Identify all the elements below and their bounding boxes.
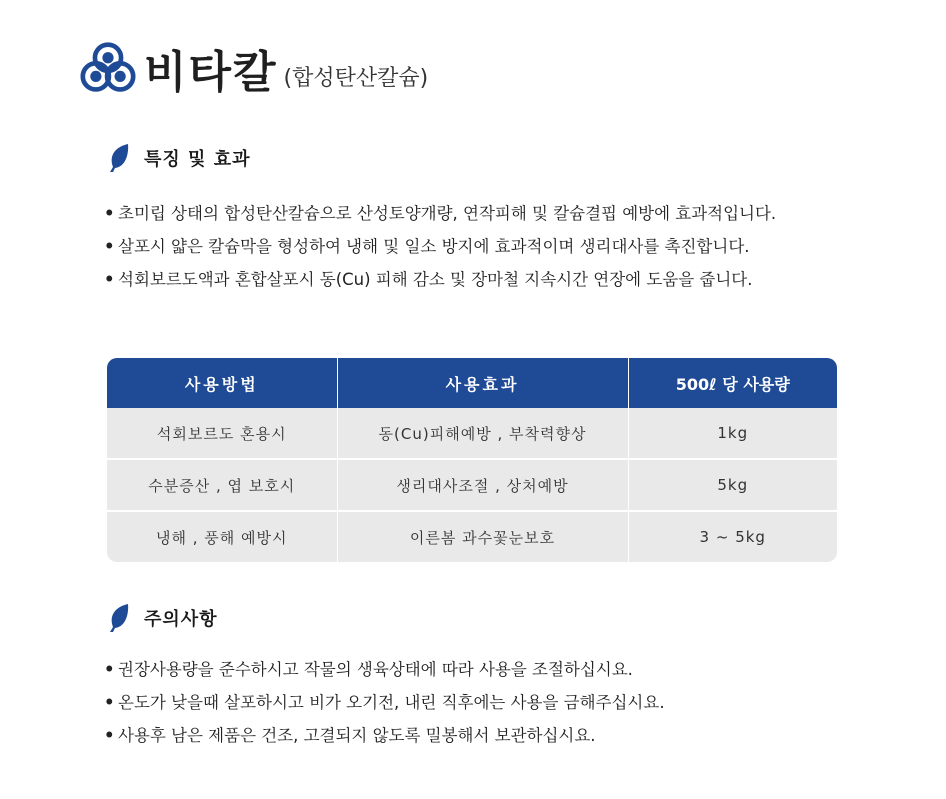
table-cell: 1kg — [628, 408, 837, 459]
table-header-row — [107, 358, 837, 408]
list-item: • 사용후 남은 제품은 건조, 고결되지 않도록 밀봉해서 보관하십시요. — [104, 726, 596, 745]
table-cell: 생리대사조절 , 상처예방 — [337, 459, 628, 511]
column-header: 500ℓ 당 사용량 — [628, 358, 837, 408]
table-cell: 수분증산 , 엽 보호시 — [107, 459, 337, 511]
usage-table — [107, 358, 837, 562]
list-item: • 초미립 상태의 합성탄산칼슘으로 산성토양개량, 연작피해 및 칼슘결핍 예방에 효과적입니다. — [104, 204, 777, 223]
column-header: 사용효과 — [337, 358, 628, 408]
table-cell: 3 ~ 5kg — [628, 511, 837, 562]
leaf-icon — [108, 603, 130, 633]
list-item: • 온도가 낮을때 살포하시고 비가 오기전, 내린 직후에는 사용을 금해주십시요. — [104, 693, 665, 712]
table-cell: 5kg — [628, 459, 837, 511]
precautions-heading — [108, 603, 218, 633]
product-subtitle: (합성탄산칼슘) — [283, 65, 429, 91]
features-title: 특징 및 효과 — [144, 149, 251, 170]
leaf-icon — [108, 143, 130, 173]
product-title: 비타칼 — [144, 47, 278, 98]
table-cell: 동(Cu)피해예방 , 부착력향상 — [337, 408, 628, 459]
list-item: • 권장사용량을 준수하시고 작물의 생육상태에 따라 사용을 조절하십시요. — [104, 660, 633, 679]
table-cell: 이른봄 과수꽃눈보호 — [337, 511, 628, 562]
table-row — [107, 408, 837, 459]
list-item: • 살포시 얇은 칼슘막을 형성하여 냉해 및 일소 방지에 효과적이며 생리대사를 촉진합니다. — [104, 237, 750, 256]
list-item: • 석회보르도액과 혼합살포시 동(Cu) 피해 감소 및 장마철 지속시간 연장에 도움을 줍니다. — [104, 270, 753, 289]
precautions-list — [104, 653, 665, 752]
trefoil-logo-icon — [80, 40, 136, 96]
table-row — [107, 511, 837, 562]
precautions-title: 주의사항 — [144, 609, 218, 630]
table-cell: 냉해 , 풍해 예방시 — [107, 511, 337, 562]
product-header — [80, 38, 428, 98]
table-row — [107, 459, 837, 511]
features-list — [104, 197, 776, 296]
features-heading — [108, 143, 250, 173]
table-cell: 석회보르도 혼용시 — [107, 408, 337, 459]
column-header: 사용방법 — [107, 358, 337, 408]
